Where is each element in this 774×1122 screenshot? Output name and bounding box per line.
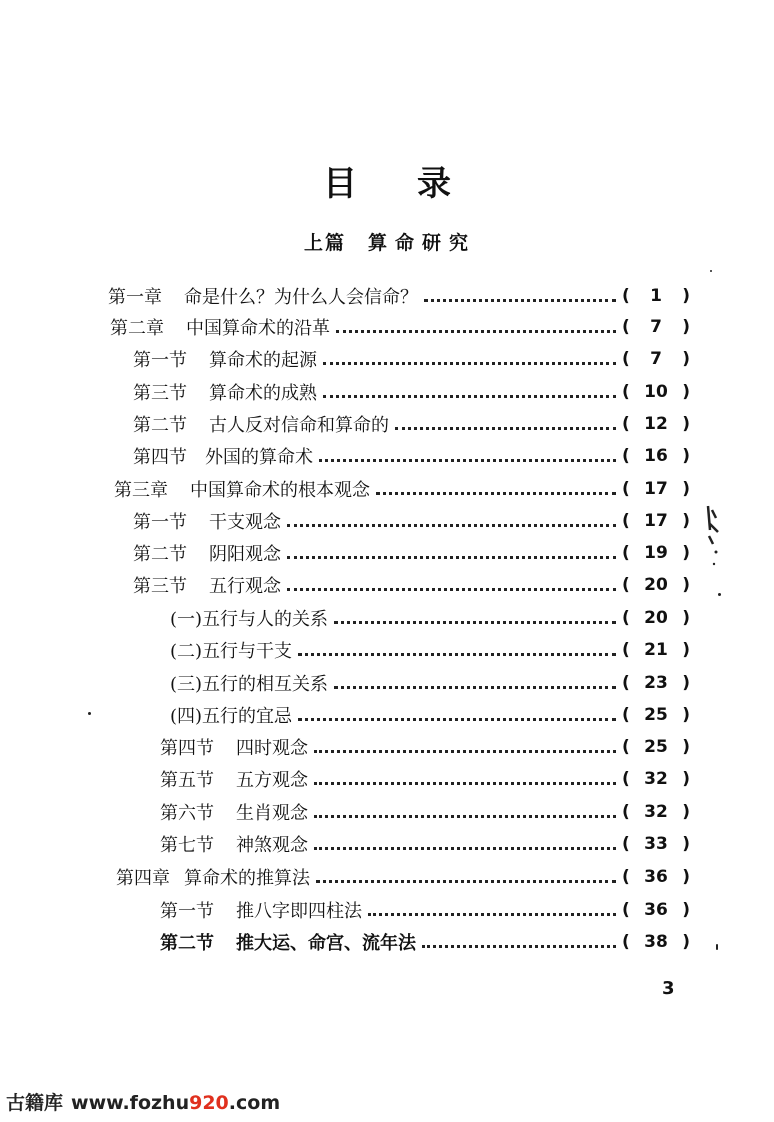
toc-entry-label: 第一节 bbox=[133, 512, 187, 533]
toc-entry-page: ( 1 ) bbox=[622, 286, 690, 306]
toc-entry-title: 阴阳观念 bbox=[209, 544, 281, 565]
toc-entry-title: 干支观念 bbox=[209, 512, 281, 533]
toc-entry-title: 五行与干支 bbox=[202, 641, 293, 662]
toc-entry-page: ( 10 ) bbox=[622, 382, 690, 402]
toc-entry bbox=[133, 538, 690, 568]
toc-entry-label: 第二节 bbox=[133, 415, 187, 436]
toc-entry-title: 五方观念 bbox=[236, 770, 308, 791]
toc-entry-title: 五行观念 bbox=[209, 576, 281, 597]
toc-entry-label: 第一节 bbox=[160, 901, 214, 922]
toc-entry-page: ( 16 ) bbox=[622, 446, 690, 466]
toc-entry bbox=[116, 862, 690, 892]
dot-leader bbox=[314, 815, 616, 818]
dot-leader bbox=[298, 653, 616, 656]
toc-entry-page-number: 21 bbox=[644, 640, 668, 660]
toc-entry-page: ( 33 ) bbox=[622, 834, 690, 854]
toc-entry-page-number: 33 bbox=[644, 834, 668, 854]
toc-entry bbox=[110, 312, 690, 342]
toc-entry-label: 第三节 bbox=[133, 576, 187, 597]
toc-entry-page: ( 25 ) bbox=[622, 737, 690, 757]
toc-entry-page: ( 38 ) bbox=[622, 932, 690, 952]
toc-entry bbox=[170, 635, 690, 665]
dot-leader bbox=[334, 621, 616, 624]
toc-entry-page: ( 20 ) bbox=[622, 575, 690, 595]
toc-entry-label: 第六节 bbox=[160, 803, 214, 824]
dot-leader bbox=[395, 427, 616, 430]
toc-entry-title: 中国算命术的根本观念 bbox=[190, 480, 370, 501]
toc-entry bbox=[160, 927, 690, 957]
title-char-1: 目 bbox=[323, 164, 357, 204]
toc-entry-page-number: 7 bbox=[650, 317, 662, 337]
page-title bbox=[0, 156, 774, 205]
watermark-site: www.fozhu920.com bbox=[71, 1092, 281, 1114]
toc-entry bbox=[133, 570, 690, 600]
toc-entry-page-number: 23 bbox=[644, 673, 668, 693]
toc-entry bbox=[133, 409, 690, 439]
toc-entry bbox=[133, 441, 690, 471]
scan-speck bbox=[710, 270, 712, 272]
toc-entry-page-number: 19 bbox=[644, 543, 668, 563]
toc-entry bbox=[170, 668, 690, 698]
toc-entry-page: ( 23 ) bbox=[622, 673, 690, 693]
watermark-brand: 古籍库 bbox=[6, 1092, 64, 1114]
subtitle-name: 算命研究 bbox=[368, 232, 477, 254]
toc-entry-label: 第四章 bbox=[116, 868, 170, 889]
toc-entry-label: (四) bbox=[170, 706, 203, 727]
toc-entry-label: 第二节 bbox=[160, 933, 214, 954]
toc-entry-title: 外国的算命术 bbox=[205, 447, 313, 468]
toc-entry-page: ( 36 ) bbox=[622, 900, 690, 920]
dot-leader bbox=[316, 880, 616, 883]
dot-leader bbox=[298, 718, 616, 721]
toc-entry-title: 中国算命术的沿革 bbox=[186, 318, 330, 339]
toc-entry-title: 算命术的成熟 bbox=[209, 383, 317, 404]
toc-entry-title: 古人反对信命和算命的 bbox=[209, 415, 389, 436]
toc-entry-page: ( 17 ) bbox=[622, 511, 690, 531]
toc-entry bbox=[108, 281, 690, 311]
toc-entry bbox=[160, 764, 690, 794]
title-char-2: 录 bbox=[417, 164, 451, 204]
toc-entry-page: ( 32 ) bbox=[622, 769, 690, 789]
dot-leader bbox=[287, 556, 616, 559]
toc-entry-page-number: 17 bbox=[644, 511, 668, 531]
toc-entry-label: 第七节 bbox=[160, 835, 214, 856]
toc-entry-page: ( 36 ) bbox=[622, 867, 690, 887]
dot-leader bbox=[334, 686, 616, 689]
toc-entry bbox=[160, 797, 690, 827]
dot-leader bbox=[424, 299, 616, 302]
toc-entry-page: ( 32 ) bbox=[622, 802, 690, 822]
toc-entry-page-number: 7 bbox=[650, 349, 662, 369]
toc-entry-page-number: 17 bbox=[644, 479, 668, 499]
toc-entry-label: 第一章 bbox=[108, 287, 162, 308]
toc-entry-page: ( 7 ) bbox=[622, 317, 690, 337]
toc-entry-page-number: 36 bbox=[644, 867, 668, 887]
toc-entry bbox=[133, 344, 690, 374]
toc-entry-title: 四时观念 bbox=[236, 738, 308, 759]
toc-entry-label: 第二节 bbox=[133, 544, 187, 565]
watermark bbox=[6, 1088, 280, 1115]
toc-entry-title: 命是什么？为什么人会信命？ bbox=[184, 287, 418, 308]
toc-entry-page: ( 25 ) bbox=[622, 705, 690, 725]
toc-entry-page-number: 38 bbox=[644, 932, 668, 952]
dot-leader bbox=[336, 330, 616, 333]
toc-entry bbox=[170, 603, 690, 633]
dot-leader bbox=[319, 459, 616, 462]
scan-speck bbox=[718, 593, 721, 596]
toc-entry-title: 五行的相互关系 bbox=[202, 674, 329, 695]
toc-entry-page: ( 7 ) bbox=[622, 349, 690, 369]
dot-leader bbox=[422, 945, 616, 948]
toc-entry-title: 算命术的起源 bbox=[209, 350, 317, 371]
dot-leader bbox=[368, 913, 616, 916]
toc-entry bbox=[160, 732, 690, 762]
page-number: 3 bbox=[662, 978, 675, 999]
toc-entry-page-number: 20 bbox=[644, 575, 668, 595]
toc-entry-label: 第三节 bbox=[133, 383, 187, 404]
toc-entry-label: 第四节 bbox=[133, 447, 187, 468]
toc-entry-page-number: 36 bbox=[644, 900, 668, 920]
section-subtitle bbox=[0, 228, 774, 255]
scan-speck bbox=[716, 944, 718, 950]
toc-entry-label: (一) bbox=[170, 609, 203, 630]
toc-entry-page-number: 25 bbox=[644, 737, 668, 757]
toc-entry-page: ( 19 ) bbox=[622, 543, 690, 563]
toc-entry-page-number: 32 bbox=[644, 802, 668, 822]
dot-leader bbox=[314, 782, 616, 785]
toc-entry-page-number: 32 bbox=[644, 769, 668, 789]
scan-speck bbox=[88, 712, 91, 715]
toc-entry-label: (二) bbox=[170, 641, 203, 662]
toc-entry bbox=[114, 474, 690, 504]
toc-entry-label: 第三章 bbox=[114, 480, 168, 501]
toc-entry-page: ( 12 ) bbox=[622, 414, 690, 434]
toc-entry-page-number: 10 bbox=[644, 382, 668, 402]
dot-leader bbox=[314, 750, 616, 753]
dot-leader bbox=[287, 588, 616, 591]
toc-entry-page: ( 21 ) bbox=[622, 640, 690, 660]
toc-entry-title: 神煞观念 bbox=[236, 835, 308, 856]
toc-entry-label: 第二章 bbox=[110, 318, 164, 339]
dot-leader bbox=[376, 492, 616, 495]
toc-entry-page: ( 17 ) bbox=[622, 479, 690, 499]
toc-entry-label: (三) bbox=[170, 674, 203, 695]
toc-entry-label: 第五节 bbox=[160, 770, 214, 791]
scan-artifact bbox=[704, 500, 722, 580]
toc-entry-page: ( 20 ) bbox=[622, 608, 690, 628]
toc-entry-title: 五行的宜忌 bbox=[202, 706, 293, 727]
toc-entry bbox=[133, 377, 690, 407]
toc-entry-label: 第四节 bbox=[160, 738, 214, 759]
toc-entry-title: 推大运、命宫、流年法 bbox=[236, 933, 416, 954]
toc-entry bbox=[170, 700, 690, 730]
toc-entry-page-number: 1 bbox=[650, 286, 662, 306]
toc-entry-page-number: 12 bbox=[644, 414, 668, 434]
subtitle-part: 上篇 bbox=[303, 232, 346, 254]
toc-entry bbox=[160, 829, 690, 859]
toc-entry-page-number: 16 bbox=[644, 446, 668, 466]
dot-leader bbox=[287, 524, 616, 527]
toc-entry-title: 算命术的推算法 bbox=[184, 868, 310, 889]
toc-entry-title: 生肖观念 bbox=[236, 803, 308, 824]
dot-leader bbox=[323, 395, 616, 398]
toc-entry-page-number: 25 bbox=[644, 705, 668, 725]
dot-leader bbox=[323, 362, 616, 365]
toc-entry-page-number: 20 bbox=[644, 608, 668, 628]
toc-entry bbox=[160, 895, 690, 925]
toc-entry-label: 第一节 bbox=[133, 350, 187, 371]
toc-entry bbox=[133, 506, 690, 536]
toc-entry-title: 推八字即四柱法 bbox=[236, 901, 362, 922]
toc-entry-title: 五行与人的关系 bbox=[202, 609, 329, 630]
dot-leader bbox=[314, 847, 616, 850]
